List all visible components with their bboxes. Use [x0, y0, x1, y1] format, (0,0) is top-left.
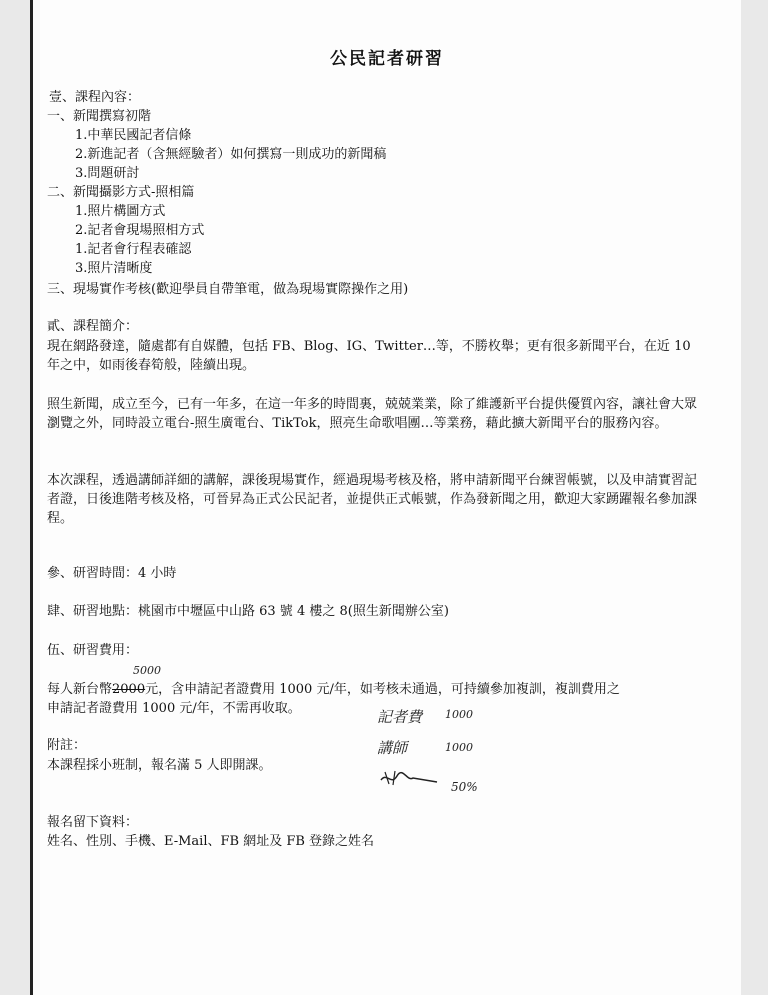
intro-paragraph-1: 現在網路發達，隨處都有自媒體，包括 FB、Blog、IG、Twitter…等，不勝枚舉；更有很多新聞平台，在近 10 年之中，如雨後春筍般，陸續出現。 [47, 339, 691, 373]
study-location: 肆、研習地點：桃園市中壢區中山路 63 號 4 樓之 8(照生新聞辦公室) [47, 604, 449, 619]
section5-heading: 伍、研習費用： [47, 643, 139, 658]
note-text: 本課程採小班制，報名滿 5 人即開課。 [47, 758, 272, 773]
handwritten-note-1-label: 記者費 [377, 708, 423, 726]
group1-item-2: 2.新進記者（含無經驗者）如何撰寫一則成功的新聞稿 [75, 147, 387, 162]
group1-item-3: 3.問題研討 [75, 166, 140, 181]
document-page [30, 0, 741, 995]
group2-item-2: 2.記者會現場照相方式 [75, 223, 205, 238]
fee-line-2: 申請記者證費用 1000 元/年，不需再收取。 [47, 701, 301, 716]
group2-item-4: 3.照片清晰度 [75, 261, 153, 276]
note-heading: 附註： [47, 738, 87, 753]
handwritten-fee-correction: 5000 [133, 664, 161, 677]
handwritten-note-2-value: 1000 [445, 741, 473, 754]
group2-item-3: 1.記者會行程表確認 [75, 242, 192, 257]
signup-heading: 報名留下資料： [47, 815, 139, 830]
fee-struck-amount: 2000 [112, 682, 146, 697]
fee-line-1 [47, 681, 620, 699]
intro-paragraph-3: 本次課程，透過講師詳細的講解，課後現場實作，經過現場考核及格，將申請新聞平台練習帳號，以及申請實習記者證，日後進階考核及格，可晉昇為正式公民記者，並提供正式帳號，作為發新聞之用，歡迎大家踴躍報名參加課程。 [47, 473, 698, 526]
intro-paragraph-2: 照生新聞，成立至今，已有一年多，在這一年多的時間裏，兢兢業業，除了維護新平台提供優質內容，讓社會大眾瀏覽之外，同時設立電台-照生廣電台、TikTok，照亮生命歌唱團…等業務，藉此擴大新聞平台的服務內容。 [47, 397, 698, 431]
document-title: 公民記者研習 [330, 49, 444, 69]
group3-title: 三、現場實作考核(歡迎學員自帶筆電，做為現場實際操作之用) [47, 282, 409, 297]
fee-prefix: 每人新台幣 [47, 682, 113, 697]
handwritten-note-2-label: 講師 [377, 739, 408, 757]
section2-heading: 貳、課程簡介： [47, 319, 139, 334]
handwritten-note-1-value: 1000 [445, 708, 473, 721]
fee-rest: 元，含申請記者證費用 1000 元/年，如考核未通過，可持續參加複訓，複訓費用之 [145, 682, 620, 697]
group2-title: 二、新聞攝影方式-照相篇 [47, 185, 195, 200]
group1-item-1: 1.中華民國記者信條 [75, 128, 192, 143]
handwritten-scribble [379, 768, 439, 788]
group1-title: 一、新聞撰寫初階 [47, 109, 152, 124]
study-time: 參、研習時間：4 小時 [47, 566, 177, 581]
signup-text: 姓名、性別、手機、E-Mail、FB 網址及 FB 登錄之姓名 [47, 834, 375, 849]
section1-heading: 壹、課程內容： [49, 90, 141, 105]
handwritten-note-3-value: 50% [451, 780, 478, 794]
group2-item-1: 1.照片構圖方式 [75, 204, 166, 219]
